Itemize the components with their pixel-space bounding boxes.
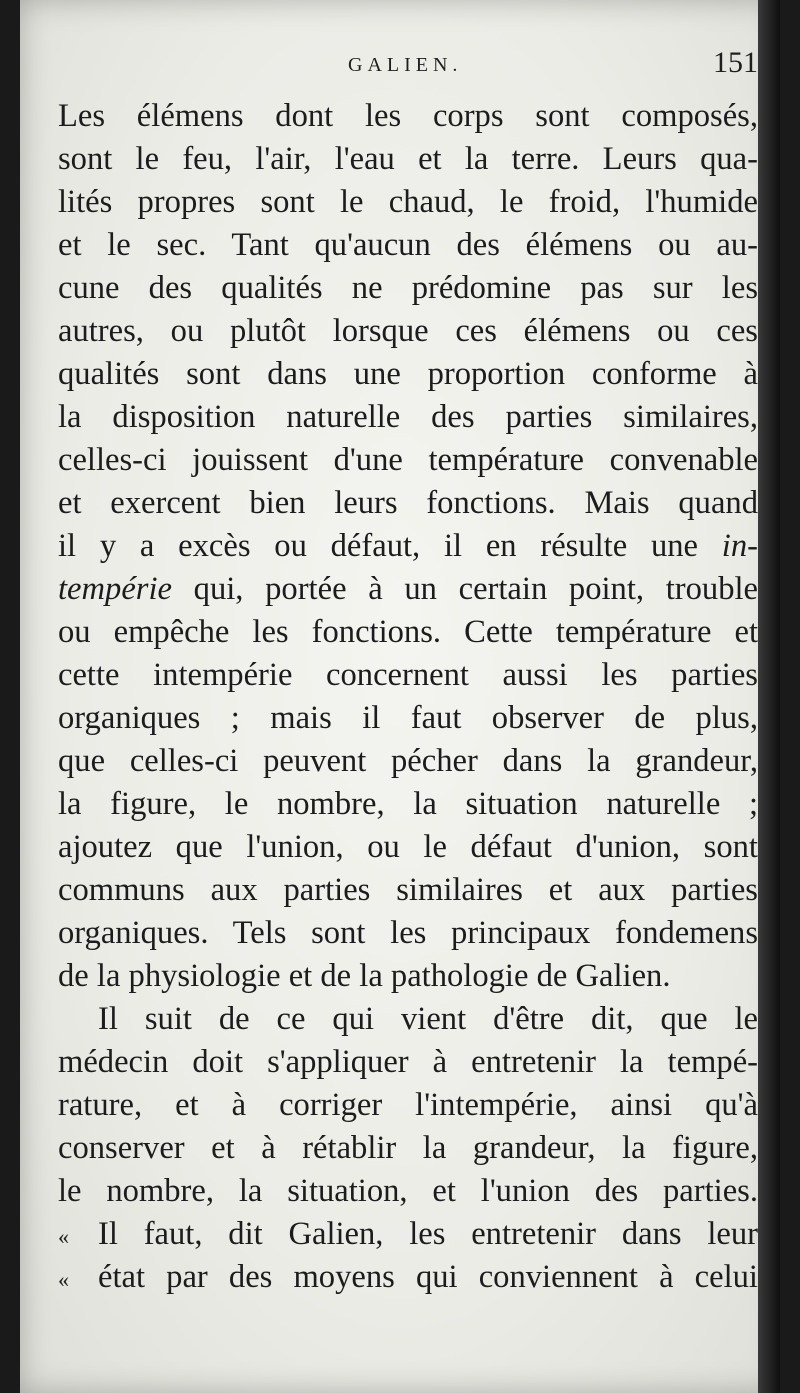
text-line: qualités sont dans une proportion conforme à [58,356,758,392]
text-line: organiques. Tels sont les principaux fondemens [58,915,758,951]
text-line: la figure, le nombre, la situation naturelle ; [58,786,758,822]
text-line: et le sec. Tant qu'aucun des élémens ou au- [58,227,758,263]
text-line: autres, ou plutôt lorsque ces élémens ou ces [58,313,758,349]
page-edge-shadow [758,0,780,1393]
text-segment: qui, portée à un certain point, trouble [193,571,758,607]
text-line: sont le feu, l'air, l'eau et la terre. Leurs qua- [58,141,758,177]
text-line-with-italic [58,525,758,568]
text-line-with-italic [58,568,758,611]
quoted-line [58,1256,758,1299]
text-line: de la physiologie et de la pathologie de Galien. [58,958,671,994]
page-header [58,40,758,90]
text-segment: Il faut, dit Galien, les entretenir dans leur [98,1216,758,1252]
text-segment: il y a excès ou défaut, il en résulte une [58,528,698,564]
text-line: lités propres sont le chaud, le froid, l'humide [58,184,758,220]
quote-mark: « [58,1267,69,1293]
text-line: celles-ci jouissent d'une température convenable [58,442,758,478]
text-line: le nombre, la situation, et l'union des parties. [58,1173,758,1209]
text-line: Il suit de ce qui vient d'être dit, que le [98,1001,758,1037]
text-segment: état par des moyens qui conviennent à celui [98,1259,758,1295]
body-text [58,95,758,1299]
italic-word: in- [721,528,758,564]
text-line: ou empêche les fonctions. Cette température et [58,614,758,650]
text-line: et exercent bien leurs fonctions. Mais quand [58,485,758,521]
text-line: ajoutez que l'union, ou le défaut d'union, sont [58,829,758,865]
text-line: organiques ; mais il faut observer de plus, [58,700,758,736]
quoted-line [58,1213,758,1256]
text-line: rature, et à corriger l'intempérie, ainsi qu'à [58,1087,758,1123]
text-line: cette intempérie concernent aussi les parties [58,657,758,693]
running-title: GALIEN. [348,54,463,76]
quote-mark: « [58,1224,69,1250]
text-line: que celles-ci peuvent pécher dans la grandeur, [58,743,758,779]
text-line: communs aux parties similaires et aux parties [58,872,758,908]
text-line: conserver et à rétablir la grandeur, la figure, [58,1130,758,1166]
book-page [20,0,780,1393]
text-line: cune des qualités ne prédomine pas sur les [58,270,758,306]
text-line: la disposition naturelle des parties similaires, [58,399,758,435]
text-line: Les élémens dont les corps sont composés, [58,98,758,134]
italic-word: tempérie [58,571,172,607]
text-line: médecin doit s'appliquer à entretenir la tempé- [58,1044,758,1080]
page-number: 151 [713,46,758,79]
